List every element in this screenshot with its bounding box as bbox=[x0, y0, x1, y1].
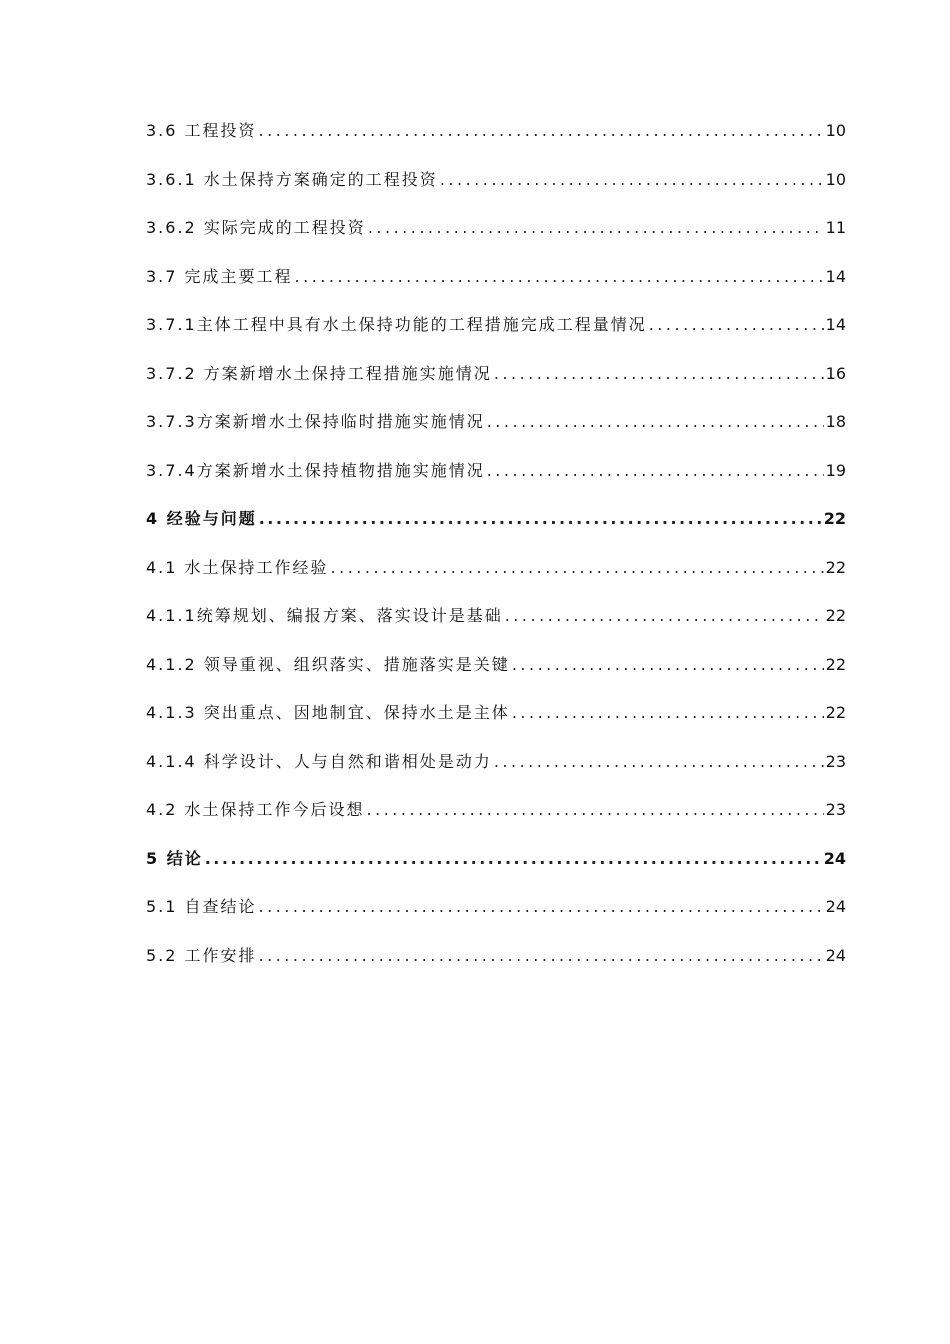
toc-entry[interactable] bbox=[146, 118, 846, 167]
toc-entry-title: 4.1.1统筹规划、编报方案、落实设计是基础 bbox=[146, 606, 503, 625]
toc-entry-title: 3.6.2 实际完成的工程投资 bbox=[146, 218, 366, 237]
toc-chapter-entry[interactable] bbox=[146, 506, 846, 555]
toc-entry[interactable] bbox=[146, 797, 846, 846]
toc-entry-title: 4.1.4 科学设计、人与自然和谐相处是动力 bbox=[146, 751, 492, 771]
toc-leader-dots bbox=[487, 412, 824, 431]
toc-entry-page: 22 bbox=[825, 703, 846, 722]
toc-entry[interactable] bbox=[146, 603, 846, 652]
toc-entry-page: 19 bbox=[825, 460, 846, 480]
toc-entry-page: 23 bbox=[825, 751, 846, 771]
toc-leader-dots bbox=[649, 315, 824, 334]
toc-entry-page: 24 bbox=[825, 945, 846, 965]
table-of-contents bbox=[146, 118, 846, 991]
toc-entry-page: 18 bbox=[825, 412, 846, 431]
toc-entry-title: 3.7.4方案新增水土保持植物措施实施情况 bbox=[146, 460, 485, 480]
toc-leader-dots bbox=[295, 267, 824, 286]
toc-entry-page: 16 bbox=[825, 363, 846, 383]
toc-entry-title: 3.7 完成主要工程 bbox=[146, 266, 293, 286]
toc-entry-page: 10 bbox=[825, 121, 846, 140]
toc-entry-title: 3.6.1 水土保持方案确定的工程投资 bbox=[146, 169, 438, 189]
toc-entry[interactable] bbox=[146, 458, 846, 507]
toc-entry-title: 4.1 水土保持工作经验 bbox=[146, 557, 329, 577]
toc-leader-dots bbox=[494, 364, 824, 383]
toc-leader-dots bbox=[259, 897, 824, 916]
toc-entry-title: 4.1.3 突出重点、因地制宜、保持水土是主体 bbox=[146, 703, 510, 722]
toc-entry-page: 22 bbox=[825, 557, 846, 577]
toc-entry-title: 5.1 自查结论 bbox=[146, 897, 257, 916]
toc-entry[interactable] bbox=[146, 652, 846, 701]
toc-leader-dots bbox=[512, 655, 824, 674]
toc-leader-dots bbox=[494, 752, 824, 771]
toc-entry-title: 4 经验与问题 bbox=[146, 509, 257, 528]
toc-entry-title: 5.2 工作安排 bbox=[146, 945, 257, 965]
toc-leader-dots bbox=[368, 218, 824, 237]
toc-entry-page: 11 bbox=[825, 218, 846, 237]
toc-entry-page: 14 bbox=[825, 315, 846, 334]
toc-entry-title: 3.6 工程投资 bbox=[146, 121, 257, 140]
toc-leader-dots bbox=[512, 703, 824, 722]
toc-entry[interactable] bbox=[146, 409, 846, 458]
toc-entry-page: 23 bbox=[825, 800, 846, 819]
toc-leader-dots bbox=[259, 121, 824, 140]
toc-entry-title: 3.7.1主体工程中具有水土保持功能的工程措施完成工程量情况 bbox=[146, 315, 647, 334]
toc-entry-page: 22 bbox=[825, 606, 846, 625]
toc-entry[interactable] bbox=[146, 167, 846, 216]
toc-entry-title: 5 结论 bbox=[146, 848, 203, 868]
toc-entry-page: 22 bbox=[823, 509, 846, 528]
toc-leader-dots bbox=[205, 849, 822, 868]
toc-entry-page: 14 bbox=[825, 266, 846, 286]
toc-entry[interactable] bbox=[146, 264, 846, 313]
toc-entry[interactable] bbox=[146, 894, 846, 943]
toc-entry[interactable] bbox=[146, 312, 846, 361]
toc-entry-title: 4.2 水土保持工作今后设想 bbox=[146, 800, 365, 819]
toc-entry-title: 3.7.3方案新增水土保持临时措施实施情况 bbox=[146, 412, 485, 431]
toc-leader-dots bbox=[259, 509, 822, 528]
toc-entry[interactable] bbox=[146, 749, 846, 798]
toc-entry-page: 22 bbox=[825, 654, 846, 674]
toc-entry[interactable] bbox=[146, 700, 846, 749]
toc-entry[interactable] bbox=[146, 943, 846, 992]
toc-leader-dots bbox=[259, 946, 824, 965]
toc-entry-title: 3.7.2 方案新增水土保持工程措施实施情况 bbox=[146, 363, 492, 383]
toc-leader-dots bbox=[331, 558, 824, 577]
toc-leader-dots bbox=[440, 170, 824, 189]
toc-leader-dots bbox=[505, 606, 824, 625]
toc-entry[interactable] bbox=[146, 361, 846, 410]
toc-entry[interactable] bbox=[146, 555, 846, 604]
toc-entry-title: 4.1.2 领导重视、组织落实、措施落实是关键 bbox=[146, 654, 510, 674]
toc-leader-dots bbox=[487, 461, 824, 480]
toc-entry-page: 10 bbox=[825, 169, 846, 189]
toc-entry-page: 24 bbox=[825, 897, 846, 916]
toc-entry[interactable] bbox=[146, 215, 846, 264]
toc-leader-dots bbox=[367, 800, 824, 819]
toc-chapter-entry[interactable] bbox=[146, 846, 846, 895]
toc-entry-page: 24 bbox=[823, 848, 846, 868]
